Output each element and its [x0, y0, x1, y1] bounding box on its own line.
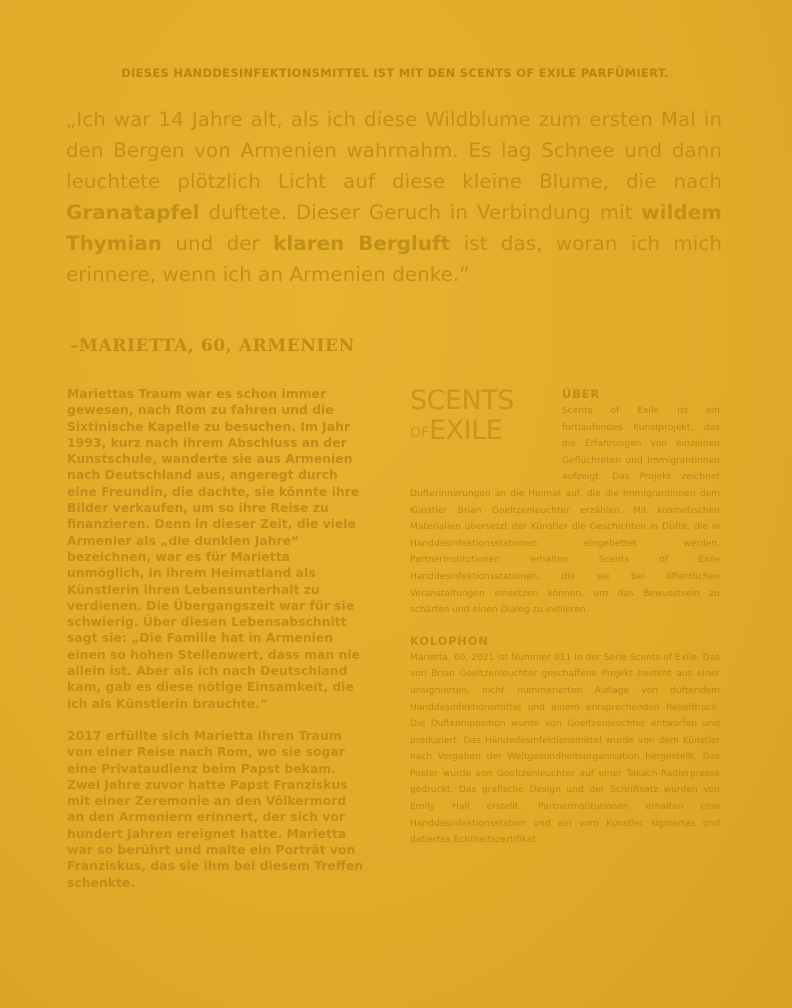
header-line: DIESES HANDDESINFEKTIONSMITTEL IST MIT DEN SCENTS OF EXILE PARFÜMIERT.	[121, 66, 669, 80]
story-paragraph-1: Mariettas Traum war es schon immer gewesen, nach Rom zu fahren und die Sixtinische Kapelle zu besuchen. Im Jahr 1993, kurz nach ihrem Abschluss an der Kunstschule, wanderte sie aus Armenien nach Deutschland aus, angeregt durch eine Freundin, die dachte, sie könnte ihre Bilder verkaufen, um so ihre Reise zu finanzieren. Denn in dieser Zeit, die viele Armenier als „die dunklen Jahre“ bezeichnen, war es für Marietta unmöglich, in ihrem Heimatland als Künstlerin ihren Lebensunterhalt zu verdienen. Die Übergangszeit war für sie schwierig. Über diesen Lebensabschnitt sagt sie: „Die Familie hat in Armenien einen so hohen Stellenwert, dass man nie allein ist. Aber als ich nach Deutschland kam, gab es diese nötige Einsamkeit, die ich als Künstlerin brauchte.“	[67, 386, 360, 711]
quote	[66, 104, 722, 290]
colophon-heading: KOLOPHON	[410, 633, 489, 648]
quote-part-1: „Ich war 14 Jahre alt, als ich diese Wildblume zum ersten Mal in den Bergen von Armenien wahrnahm. Es lag Schnee und dann leuchtete plötzlich Licht auf diese kleine Blume, die nach	[66, 108, 722, 193]
logo-line-scents: SCENTS	[410, 385, 514, 416]
quote-part-2: duftete. Dieser Geruch in Verbindung mit	[199, 201, 642, 224]
quote-part-4: ist das, woran ich mich erinnere, wenn ich an Armenien denke.“	[66, 232, 722, 286]
info-column	[410, 386, 720, 859]
story-column	[67, 386, 367, 907]
quote-bold-mountain-air: klaren Bergluft	[273, 232, 451, 255]
quote-bold-pomegranate: Granatapfel	[66, 201, 200, 224]
quote-bold-thyme: wildem Thymian	[66, 201, 722, 255]
quote-attribution: –MARIETTA, 60, ARMENIEN	[70, 336, 355, 356]
about-heading: ÜBER	[562, 387, 601, 401]
about-text: Scents of Exile ist ein fortlaufendes Kunstprojekt, das die Erfahrungen von einzelnen Geflüchteten und Immigrantinnen aufzeigt. Das Projekt zeichnet Dufterinnerungen an die Heimat auf, die die Immigrantinnen dem Künstler Brian Goeltzenleuchter erzählen. Mit kosmetischen Materialien übersetzt der Künstler die Geschichten in Düfte, die in Handdesinfektionsstationen eingebettet werden. Partnerinstitutionen erhalten Scents of Exile Handdesinfektionsstationen, die sie bei öffentlichen Veranstaltungen einsetzen können, um das Bewusstsein zu schärfen und einen Dialog zu initiieren.	[410, 406, 720, 616]
story-paragraph-2: 2017 erfüllte sich Marietta ihren Traum von einer Reise nach Rom, wo sie sogar eine Privataudienz beim Papst bekam. Zwei Jahre zuvor hatte Papst Franziskus mit einer Zeremonie an den Völkermord an den Armeniern erinnert, der sich vor hundert Jahren ereignet hatte. Marietta war so berührt und malte ein Porträt von Franziskus, das sie ihm bei diesem Treffen schenkte.	[67, 727, 364, 890]
colophon-text: Marietta, 60, 2021 ist Nummer 011 in der Serie Scents of Exile. Das von Brian Goeltzenleuchter geschaffene Projekt besteht aus einer unsignierten, nicht nummerierten Auflage von duftendem Handdesinfektionsmittel und einem entsprechenden Reliefdruck. Die Duftkomposition wurde von Goeltzenleuchter entworfen und produziert. Das Händedesinfektionsmittel wurde von dem Künstler nach Vorgaben der Weltgesundheitsorganisation hergestellt. Das Poster wurde von Goeltzenleuchter auf einer Takach-Radierpresse gedruckt. Das grafische Design und der Schriftsatz wurden von Emily Hall erstellt. Partnerinstitutionen erhalten eine Handdesinfektionsstation und ein vom Künstler signiertes und datiertes Echtheitszertifikat.	[410, 652, 720, 846]
quote-part-3: und der	[162, 232, 274, 255]
logo-line-exile: EXILE	[429, 415, 503, 446]
logo-of: OF	[410, 425, 430, 441]
